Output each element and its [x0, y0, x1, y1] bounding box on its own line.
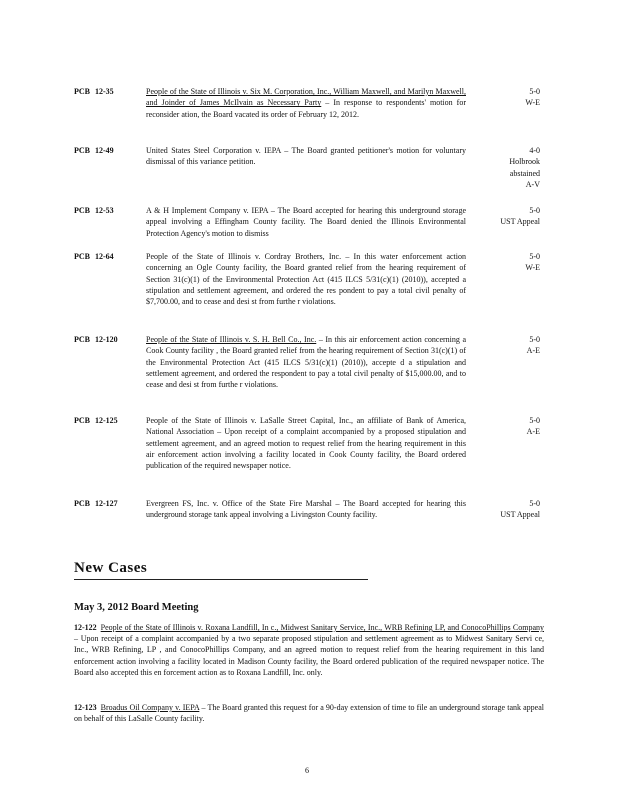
- case-number: 12-123: [74, 703, 97, 712]
- case-title: People of the State of Illinois v. Roxana Landfill, In c., Midwest Sanitary Service, Inc., WRB Refining LP, and ConocoPhillips Company: [100, 623, 544, 632]
- case-number: 12-125: [95, 416, 118, 425]
- case-description: [146, 145, 466, 168]
- case-description: [146, 498, 466, 521]
- case-number: 12-49: [95, 146, 114, 155]
- vote-info: 5-0 UST Appeal: [500, 206, 540, 227]
- new-case-entry: [74, 702, 544, 724]
- section-heading: New Cases: [74, 560, 148, 576]
- case-number: 12-122: [74, 623, 97, 632]
- vote-info: 5-0 A-E: [526, 335, 540, 356]
- vote-info: 5-0 W-E: [525, 87, 540, 108]
- case-text: People of the State of Illinois v. Cordray Brothers, Inc. – In this water enforcement action concerning an Ogle County facility, the Board granted relief from the hearing requirement of Section 31(c)(1) of the Environmental Protection Act (415 ILCS 5/31(c)(1) (2010)), accepted a stipulation and settlement agreement, and ordered the res pondent to pay a total civil penalty of $7,700.00, and to cease and desi st from furthe r violations.: [146, 252, 466, 307]
- case-text: – In this air enforcement action concerning a Cook County facility , the Board granted relief from the hearing requirement of Section 31(c)(1) of the Environmental Protection Act (415 ILCS 5/31(c)(1) (2010)), accepte d a stipulation and settlement agreement, and ordered the respondent to pay a total civil penalty of $15,000.00, and to cease and desi st from furthe r violations.: [146, 335, 466, 390]
- case-text: – In response to respondents' motion for reconsider ation, the Board vacated its order of February 12, 2012.: [146, 98, 467, 119]
- case-title: People of the State of Illinois v. S. H. Bell Co., Inc.: [146, 335, 317, 344]
- case-description: [146, 86, 466, 120]
- case-text: United States Steel Corporation v. IEPA – The Board granted petitioner's motion for voluntary dismissal of this variance petition.: [146, 146, 466, 167]
- case-text: – The Board granted this request for a 90-day extension of time to file an underground storage tank appeal on behalf of this LaSalle County facility.: [74, 703, 545, 724]
- case-text: – Upon receipt of a complaint accompanied by a two separate proposed stipulation and settlement agreement as to Midwest Sanitary Servi ce, Inc., WRB Refining, LP , and ConocoPhillips Company, and an agreed motion to request relief from the hearing requirement in this land enforcement action involving a facility located in Madison County facility, the Board ordered publication of the required newspaper notice. The Board also accepted this en forcement action as to Roxana Landfill, Inc. only.: [74, 634, 544, 677]
- case-number: 12-35: [95, 87, 114, 96]
- case-prefix: PCB: [74, 335, 90, 344]
- case-description: [146, 334, 466, 390]
- case-prefix: PCB: [74, 87, 90, 96]
- vote-info: 4-0 Holbrook abstained A-V: [509, 146, 540, 189]
- case-number: 12-127: [95, 499, 118, 508]
- case-prefix: PCB: [74, 416, 90, 425]
- case-description: [146, 205, 466, 239]
- case-number: 12-53: [95, 206, 114, 215]
- case-prefix: PCB: [74, 146, 90, 155]
- vote-info: 5-0 W-E: [525, 252, 540, 273]
- case-number: 12-64: [95, 252, 114, 261]
- case-description: [146, 251, 466, 307]
- case-title: Broadus Oil Company v. IEPA: [100, 703, 200, 712]
- section-divider: [74, 579, 368, 580]
- case-number: 12-120: [95, 335, 118, 344]
- case-description: [146, 415, 466, 471]
- case-prefix: PCB: [74, 206, 90, 215]
- case-text: Evergreen FS, Inc. v. Office of the State Fire Marshal – The Board accepted for hearing this underground storage tank appeal involving a Livingston County facility.: [146, 499, 466, 520]
- case-text: People of the State of Illinois v. LaSalle Street Capital, Inc., an affiliate of Bank of America, National Association – Upon receipt of a complaint accompanied by a proposed stipulation and settlement agreement, and an agreed motion to request relief from the hearing requirement in this air enforcement action involving a facility located in Cook County facility, the Board ordered publication of the required newspaper notice.: [146, 416, 466, 471]
- vote-info: 5-0 A-E: [526, 416, 540, 437]
- case-title: People of the State of Illinois v. Six M. Corporation, Inc., William Maxwell, and Marilyn Maxwell, and Joinder of James McIlvain as Necessary Party: [146, 87, 466, 108]
- case-prefix: PCB: [74, 252, 90, 261]
- page-number: 6: [305, 766, 309, 775]
- new-case-entry: [74, 622, 544, 678]
- vote-info: 5-0 UST Appeal: [500, 499, 540, 520]
- case-text: A & H Implement Company v. IEPA – The Board accepted for hearing this underground storage appeal involving a Effingham County facility. The Board denied the Illinois Environmental Protection Agency's motion to dismiss: [146, 206, 466, 238]
- meeting-heading: May 3, 2012 Board Meeting: [74, 602, 199, 613]
- case-prefix: PCB: [74, 499, 90, 508]
